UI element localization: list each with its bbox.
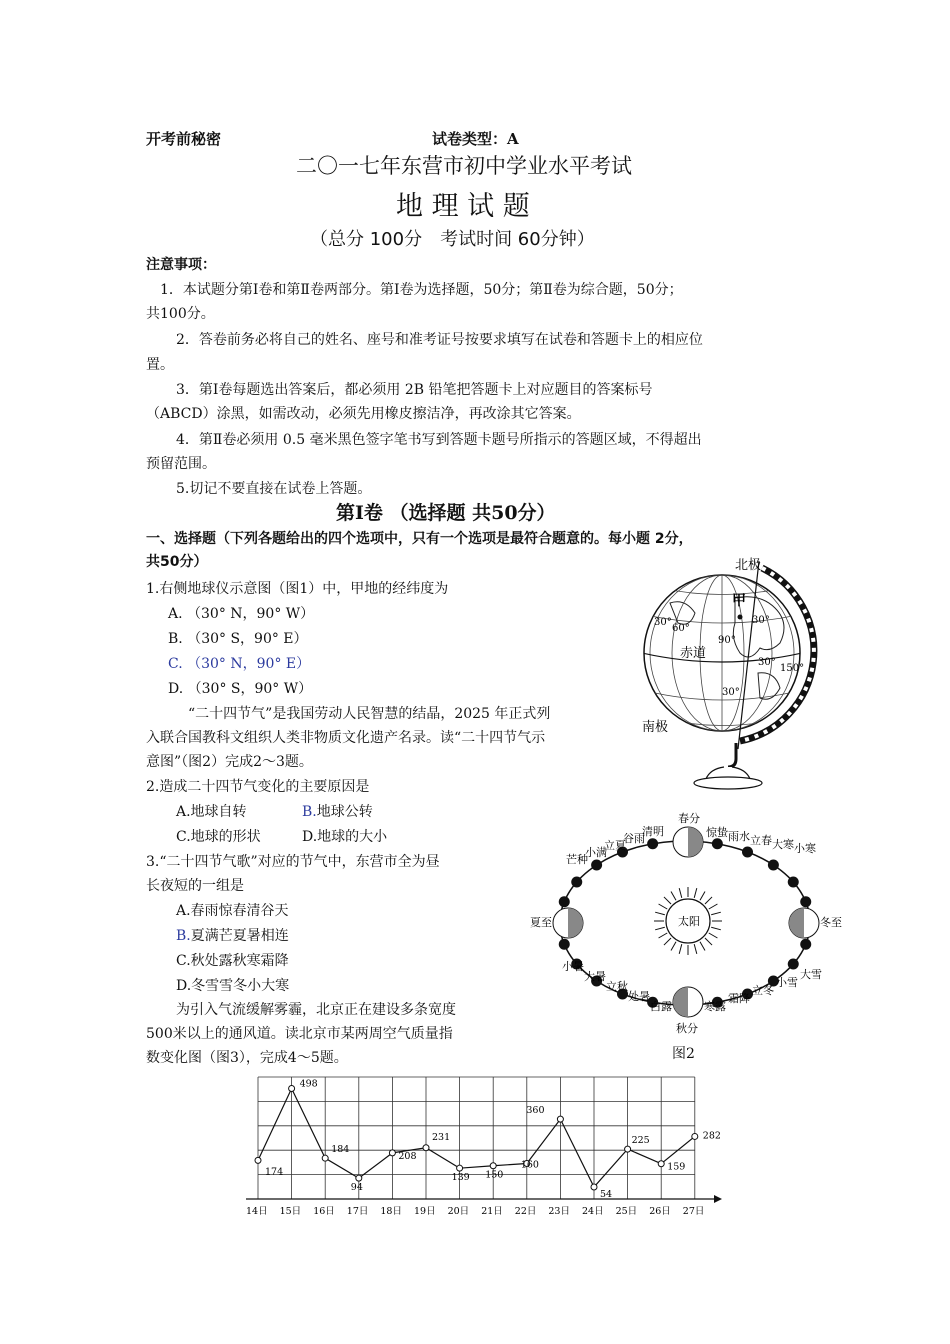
svg-text:150°: 150° — [780, 663, 805, 674]
jia-point — [738, 615, 743, 620]
solar-term-label: 大暑 — [584, 970, 606, 983]
aqi-point — [356, 1175, 362, 1181]
note-2-cont: 置。 — [146, 357, 174, 373]
note-4-cont: 预留范围。 — [146, 456, 216, 472]
autumn-equinox-label: 秋分 — [676, 1022, 698, 1035]
solar-term-label: 清明 — [642, 825, 664, 838]
orbit-term-dot — [788, 959, 799, 970]
solar-term-label: 寒露 — [704, 1000, 726, 1013]
globe-figure — [640, 553, 825, 793]
x-axis-arrow — [714, 1195, 722, 1203]
q1-option-d: D. （30° S，90° W） — [168, 681, 313, 697]
note-4: 4．第Ⅱ卷必须用 0.5 毫米黑色签字笔书写到答题卡题号所指示的答题区域，不得超出 — [176, 432, 702, 448]
x-tick-label: 17日 — [346, 1206, 369, 1217]
q3-option-b: B.夏满芒夏暑相连 — [176, 928, 289, 944]
orbit-term-dot — [800, 896, 811, 907]
orbit-term-dot — [647, 838, 658, 849]
q2-option-b: B.地球公转 — [302, 804, 373, 820]
aqi-point — [389, 1150, 395, 1156]
q1-option-b: B. （30° S，90° E） — [168, 631, 308, 647]
x-tick-label: 22日 — [514, 1206, 537, 1217]
equator-label: 赤道 — [680, 646, 707, 661]
solar-term-label: 处暑 — [628, 990, 650, 1003]
secret-label: 开考前秘密 — [146, 130, 222, 148]
q3-option-a: A.春雨惊春清谷天 — [176, 903, 289, 919]
orbit-term-dot — [788, 877, 799, 888]
aqi-point — [289, 1086, 295, 1092]
note-1-cont: 共100分。 — [146, 306, 215, 322]
x-tick-label: 21日 — [481, 1206, 503, 1217]
q1-option-c: C. （30° N，90° E） — [168, 656, 311, 672]
note-3: 3．第Ⅰ卷每题选出答案后，都必须用 2B 铅笔把答题卡上对应题目的答案标号 — [176, 382, 653, 398]
passage2-line3: 数变化图（图3），完成4～5题。 — [146, 1050, 348, 1066]
orbit-term-dot — [591, 860, 602, 871]
q1-stem: 1.右侧地球仪示意图（图1）中，甲地的经纬度为 — [146, 581, 449, 597]
aqi-value-label: 159 — [667, 1161, 686, 1173]
q3-stem: 3.“二十四节气歌”对应的节气中，东营市全为昼 — [146, 854, 440, 870]
earth-summer-icon — [553, 908, 583, 938]
section-intro-cont: 共50分） — [146, 554, 208, 570]
solar-terms-figure — [528, 808, 846, 1042]
x-tick-label: 15日 — [279, 1206, 302, 1217]
x-tick-label: 23日 — [548, 1206, 570, 1217]
exam-type: 试卷类型：A — [432, 130, 519, 148]
x-tick-label: 27日 — [682, 1206, 705, 1217]
solar-term-label: 小寒 — [794, 842, 816, 855]
solar-term-label: 小满 — [585, 846, 607, 859]
aqi-value-label: 208 — [398, 1150, 417, 1162]
earth-winter-icon — [789, 908, 819, 938]
orbit-term-dot — [800, 939, 811, 950]
solar-term-label: 立秋 — [606, 980, 628, 993]
aqi-value-label: 54 — [600, 1189, 613, 1201]
aqi-value-label: 498 — [299, 1078, 318, 1090]
passage1-line3: 意图”（图2）完成2～3题。 — [146, 754, 313, 770]
aqi-point — [423, 1145, 429, 1151]
solar-term-label: 大雪 — [800, 968, 822, 981]
passage2-line1: 为引入气流缓解雾霾，北京正在建设多条宽度 — [176, 1002, 456, 1018]
svg-text:30°: 30° — [654, 617, 672, 628]
x-tick-label: 18日 — [380, 1206, 402, 1217]
aqi-value-label: 150 — [485, 1169, 504, 1181]
solar-term-label: 立冬 — [752, 984, 774, 997]
solar-term-label: 立夏 — [604, 839, 626, 852]
aqi-chart — [236, 1075, 726, 1220]
note-3-cont: （ABCD）涂黑，如需改动，必须先用橡皮擦洁净，再改涂其它答案。 — [146, 406, 581, 422]
note-2: 2．答卷前务必将自己的姓名、座号和准考证号按要求填写在试卷和答题卡上的相应位 — [176, 332, 703, 348]
svg-text:太阳: 太阳 — [678, 915, 700, 928]
svg-text:90°: 90° — [718, 635, 736, 646]
svg-text:60°: 60° — [672, 623, 690, 634]
x-tick-label: 19日 — [414, 1206, 436, 1217]
passage1-line1: “二十四节气”是我国劳动人民智慧的结晶，2025 年正式列 — [188, 706, 551, 722]
aqi-value-label: 94 — [350, 1182, 363, 1194]
aqi-series-line — [258, 1089, 695, 1187]
orbit-term-dot — [559, 939, 570, 950]
note-1: 1．本试题分第Ⅰ卷和第Ⅱ卷两部分。第Ⅰ卷为选择题，50分；第Ⅱ卷为综合题，50分； — [160, 282, 683, 298]
solar-term-label: 大寒 — [772, 838, 794, 851]
svg-text:30°: 30° — [752, 615, 770, 626]
x-tick-label: 20日 — [447, 1206, 470, 1217]
aqi-point — [457, 1165, 463, 1171]
solar-term-label: 小雪 — [776, 976, 798, 989]
passage2-line2: 500米以上的通风道。读北京市某两周空气质量指 — [146, 1026, 453, 1042]
orbit-term-dot — [742, 846, 753, 857]
winter-solstice-label: 冬至 — [820, 916, 842, 929]
solar-term-label: 霜降 — [728, 992, 750, 1005]
aqi-value-label: 360 — [526, 1105, 545, 1117]
passage1-line2: 入联合国教科文组织人类非物质文化遗产名录。读“二十四节气示 — [146, 730, 546, 746]
aqi-point — [557, 1116, 563, 1122]
aqi-value-label: 231 — [432, 1131, 451, 1143]
solar-term-label: 白露 — [650, 1000, 672, 1013]
solar-term-label: 小暑 — [562, 960, 584, 973]
solar-term-label: 谷雨 — [623, 832, 645, 845]
score-time: （总分 100分 考试时间 60分钟） — [310, 229, 595, 250]
solar-term-label: 雨水 — [728, 830, 750, 843]
aqi-value-label: 282 — [702, 1130, 721, 1142]
q1-option-a: A. （30° N，90° W） — [168, 606, 315, 622]
aqi-point — [255, 1157, 261, 1163]
aqi-point — [490, 1163, 496, 1169]
x-tick-label: 14日 — [246, 1206, 268, 1217]
aqi-point — [658, 1161, 664, 1167]
q3-option-d: D.冬雪雪冬小大寒 — [176, 978, 290, 994]
earth-spring-icon — [673, 827, 703, 857]
aqi-value-label: 184 — [331, 1144, 350, 1156]
aqi-point — [591, 1184, 597, 1190]
q3-stem-cont: 长夜短的一组是 — [146, 878, 244, 894]
q2-option-c: C.地球的形状 — [176, 829, 261, 845]
aqi-point — [322, 1155, 328, 1161]
svg-text:30°: 30° — [758, 657, 776, 668]
section-title: 第Ⅰ卷 （选择题 共50分） — [336, 502, 556, 524]
sun-icon — [654, 887, 722, 955]
solar-term-label: 芒种 — [566, 853, 588, 866]
orbit-term-dot — [712, 838, 723, 849]
x-tick-label: 16日 — [313, 1206, 335, 1217]
notes-heading: 注意事项： — [146, 257, 216, 273]
x-tick-label: 26日 — [649, 1206, 671, 1217]
x-tick-label: 25日 — [615, 1206, 638, 1217]
earth-autumn-icon — [673, 987, 703, 1017]
svg-text:30°: 30° — [722, 687, 740, 698]
aqi-point — [692, 1133, 698, 1139]
aqi-value-label: 139 — [451, 1172, 470, 1184]
south-pole-label: 南极 — [642, 720, 669, 735]
note-5: 5.切记不要直接在试卷上答题。 — [176, 481, 372, 497]
q2-stem: 2.造成二十四节气变化的主要原因是 — [146, 779, 370, 795]
orbit-term-dot — [768, 860, 779, 871]
aqi-value-label: 160 — [520, 1159, 539, 1171]
exam-title: 二〇一七年东营市初中学业水平考试 — [296, 154, 632, 178]
orbit-term-dot — [571, 877, 582, 888]
spring-equinox-label: 春分 — [678, 812, 700, 825]
figure2-caption: 图2 — [672, 1046, 695, 1062]
subject-title: 地 理 试 题 — [396, 191, 530, 222]
q2-option-d: D.地球的大小 — [302, 829, 388, 845]
q2-option-a: A.地球自转 — [176, 804, 247, 820]
aqi-value-label: 225 — [631, 1135, 650, 1147]
north-pole-label: 北极 — [735, 558, 762, 573]
section-intro: 一、选择题（下列各题给出的四个选项中，只有一个选项是最符合题意的。每小题 2分， — [146, 531, 693, 547]
orbit-term-dot — [559, 896, 570, 907]
aqi-point — [625, 1146, 631, 1152]
aqi-value-label: 174 — [265, 1166, 284, 1178]
x-tick-label: 24日 — [582, 1206, 604, 1217]
summer-solstice-label: 夏至 — [530, 916, 552, 929]
solar-term-label: 立春 — [750, 834, 772, 847]
jia-label: 甲 — [732, 593, 746, 609]
q3-option-c: C.秋处露秋寒霜降 — [176, 953, 289, 969]
solar-term-label: 惊蛰 — [706, 826, 728, 839]
